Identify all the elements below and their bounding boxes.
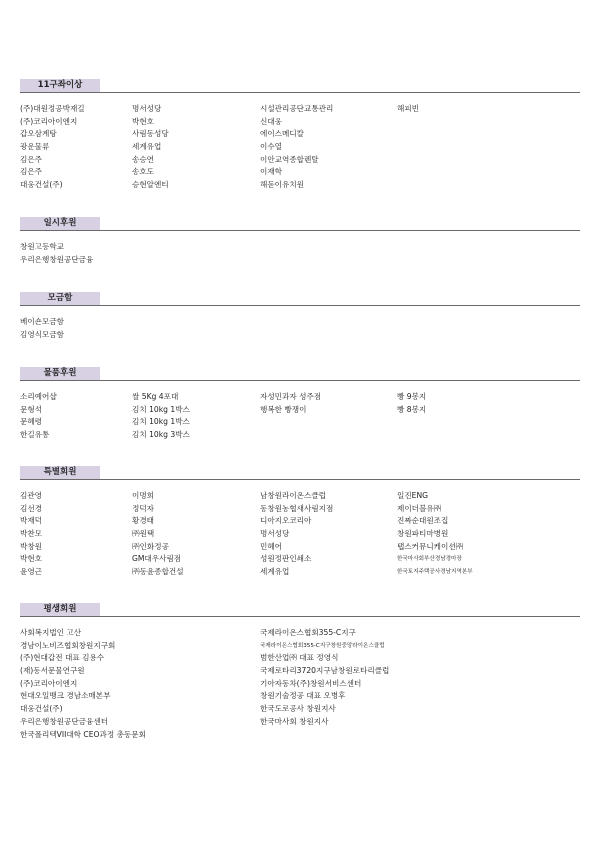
list-cell: 김치 10kg 3박스 xyxy=(132,430,190,440)
list-cell: 쌀 5Kg 4포대 xyxy=(132,392,179,401)
section-title: 평생회원 xyxy=(20,603,100,616)
list-row xyxy=(20,716,580,729)
list-row xyxy=(20,154,580,167)
section xyxy=(20,367,580,442)
list-row xyxy=(20,490,580,503)
list-row xyxy=(20,404,580,417)
list-cell: 한국마사회부산경남경마장 xyxy=(397,556,462,563)
list-row xyxy=(20,503,580,516)
list-row xyxy=(20,141,580,154)
list-cell: 창원파티마병원 xyxy=(397,529,449,539)
list-cell: 김치 10kg 1박스 xyxy=(132,404,190,414)
list-cell: 윤영근 xyxy=(20,567,43,577)
section xyxy=(20,217,580,266)
list-cell: 베이숀모금함 xyxy=(20,317,65,326)
list-row xyxy=(20,429,580,442)
list-cell: 동창원농협새사림지점 xyxy=(260,503,334,513)
list-cell: 제이더블유㈜ xyxy=(397,503,442,513)
list-cell: 세계유업 xyxy=(260,567,290,577)
list-cell: 박현호 xyxy=(132,116,155,126)
list-row xyxy=(20,729,580,742)
list-row xyxy=(20,627,580,640)
list-row xyxy=(20,316,580,329)
list-row xyxy=(20,566,580,579)
list-cell: 김은주 xyxy=(20,154,43,164)
list-cell: 해피빈 xyxy=(397,104,420,113)
list-cell: 송호도 xyxy=(132,167,155,177)
section-title: 모금함 xyxy=(20,292,100,305)
list-row xyxy=(20,179,580,192)
list-cell: 이안교역종합렌탈 xyxy=(260,154,319,164)
list-cell: 범한산업㈜ 대표 정영식 xyxy=(260,653,339,663)
section-header xyxy=(20,79,580,93)
list-row xyxy=(20,416,580,429)
list-cell: 현대오일뱅크 경남소매본부 xyxy=(20,691,111,701)
section-divider xyxy=(20,92,580,93)
section xyxy=(20,79,580,192)
name-list xyxy=(20,103,580,192)
list-row xyxy=(20,665,580,678)
list-cell: 송승연 xyxy=(132,154,155,164)
list-cell: 문혜령 xyxy=(20,417,43,427)
list-cell: 김은주 xyxy=(20,167,43,177)
list-row xyxy=(20,541,580,554)
list-cell: 우리은행창원공단금융센터 xyxy=(20,716,109,726)
list-cell: 박재덕 xyxy=(20,516,43,526)
list-cell: 신대웅 xyxy=(260,116,283,126)
list-cell: 창원기술정공 대표 오병후 xyxy=(260,691,346,701)
list-cell: ㈜인화정공 xyxy=(132,541,169,551)
list-cell: 한길유통 xyxy=(20,430,50,440)
list-cell: (주)현대갑전 대표 김용수 xyxy=(20,653,105,663)
list-cell: 국제라이온스협회355-C지구창원중앙라이온스클럽 xyxy=(260,642,385,649)
section-divider xyxy=(20,230,580,231)
list-cell: 이수열 xyxy=(260,142,283,152)
list-cell: 김관영 xyxy=(20,491,43,500)
list-cell: 광운물류 xyxy=(20,142,50,152)
list-row xyxy=(20,254,580,267)
section-header xyxy=(20,603,580,617)
section-title: 일시후원 xyxy=(20,217,100,230)
list-cell: (주)대원정공박재길 xyxy=(20,104,85,113)
list-cell: 진짜순대원조집 xyxy=(397,516,449,526)
section xyxy=(20,603,580,741)
list-cell: 성원정판인쇄소 xyxy=(260,554,312,564)
list-cell: 명서성당 xyxy=(132,104,162,113)
list-row xyxy=(20,128,580,141)
list-cell: 박창원 xyxy=(20,541,43,551)
list-row xyxy=(20,640,580,653)
list-cell: 김영식모금함 xyxy=(20,329,65,339)
section-header xyxy=(20,292,580,306)
list-cell: 이재학 xyxy=(260,167,283,177)
list-cell: ㈜원택 xyxy=(132,529,155,539)
name-list xyxy=(20,490,580,579)
list-cell: 대웅건설(주) xyxy=(20,704,63,714)
list-row xyxy=(20,515,580,528)
list-row xyxy=(20,678,580,691)
list-cell: (재)동서문물연구원 xyxy=(20,666,85,676)
list-cell: 창원고등학교 xyxy=(20,242,65,251)
name-list xyxy=(20,391,580,442)
list-cell: 사회복지법인 고산 xyxy=(20,628,82,637)
list-row xyxy=(20,528,580,541)
list-cell: 에이스메디칼 xyxy=(260,129,305,139)
name-list xyxy=(20,241,580,266)
list-cell: 승현알엔티 xyxy=(132,180,169,190)
list-cell: 김선경 xyxy=(20,503,43,513)
list-cell: 행복한 빵쟁이 xyxy=(260,404,307,414)
list-cell: 갑오삼계탕 xyxy=(20,129,57,139)
list-cell: 박현호 xyxy=(20,554,43,564)
list-cell: ㈜동윤종합건설 xyxy=(132,567,184,577)
section-title: 물품후원 xyxy=(20,367,100,380)
section xyxy=(20,292,580,341)
list-cell: 한국폴리텍VII대학 CEO과정 총동문회 xyxy=(20,729,146,739)
list-cell: 한국도로공사 창원지사 xyxy=(260,704,336,714)
list-row xyxy=(20,690,580,703)
list-cell: (주)코리아이엔지 xyxy=(20,678,78,688)
section-header xyxy=(20,466,580,480)
list-cell: 한국토지주택공사경남지역본부 xyxy=(397,569,473,576)
list-cell: 해돋이유치원 xyxy=(260,180,305,190)
list-row xyxy=(20,553,580,566)
list-cell: 빵 9봉지 xyxy=(397,392,427,401)
list-cell: 국제라이온스협회355-C지구 xyxy=(260,628,356,637)
section-divider xyxy=(20,479,580,480)
section-title: 특별회원 xyxy=(20,466,100,479)
list-row xyxy=(20,241,580,254)
list-row xyxy=(20,116,580,129)
section-header xyxy=(20,367,580,381)
list-cell: 소리예어샵 xyxy=(20,392,57,401)
section-header xyxy=(20,217,580,231)
list-row xyxy=(20,329,580,342)
list-cell: 민혜어 xyxy=(260,541,283,551)
section xyxy=(20,466,580,579)
list-cell: 정덕자 xyxy=(132,503,155,513)
list-cell: 시설관리공단교통관리 xyxy=(260,104,334,113)
list-cell: 우리은행창원공단금융 xyxy=(20,254,94,264)
list-cell: 명서성당 xyxy=(260,529,290,539)
list-cell: 디아지오코리아 xyxy=(260,516,312,526)
section-title: 11구좌이상 xyxy=(20,79,100,92)
list-cell: 빵 8봉지 xyxy=(397,404,427,414)
list-row xyxy=(20,652,580,665)
list-cell: 세계유업 xyxy=(132,142,162,152)
list-row xyxy=(20,703,580,716)
name-list xyxy=(20,316,580,341)
list-cell: 국제로타리3720지구남창원로타리클럽 xyxy=(260,666,390,676)
list-row xyxy=(20,391,580,404)
list-cell: 한국마사회 창원지사 xyxy=(260,716,329,726)
list-cell: 이명희 xyxy=(132,491,155,500)
list-cell: GM대우사림점 xyxy=(132,554,182,564)
list-cell: 대웅건설(주) xyxy=(20,180,63,190)
section-divider xyxy=(20,380,580,381)
list-cell: 박찬모 xyxy=(20,529,43,539)
list-cell: 기아자동차(주)창원서비스센터 xyxy=(260,678,362,688)
list-row xyxy=(20,103,580,116)
list-cell: 황경태 xyxy=(132,516,155,526)
list-cell: 김치 10kg 1박스 xyxy=(132,417,190,427)
list-cell: 경남이노비즈협회창원지구회 xyxy=(20,640,116,650)
section-divider xyxy=(20,305,580,306)
list-cell: 문형석 xyxy=(20,404,43,414)
name-list xyxy=(20,627,580,741)
list-cell: 자성민과자 성주점 xyxy=(260,392,322,401)
section-divider xyxy=(20,616,580,617)
list-cell: 일진ENG xyxy=(397,491,429,500)
list-cell: 사림동성당 xyxy=(132,129,169,139)
list-cell: 탭스커뮤니케이션㈜ xyxy=(397,541,464,551)
list-cell: 남창원라이온스클럽 xyxy=(260,491,327,500)
list-row xyxy=(20,166,580,179)
list-cell: (주)코리아이엔지 xyxy=(20,116,78,126)
